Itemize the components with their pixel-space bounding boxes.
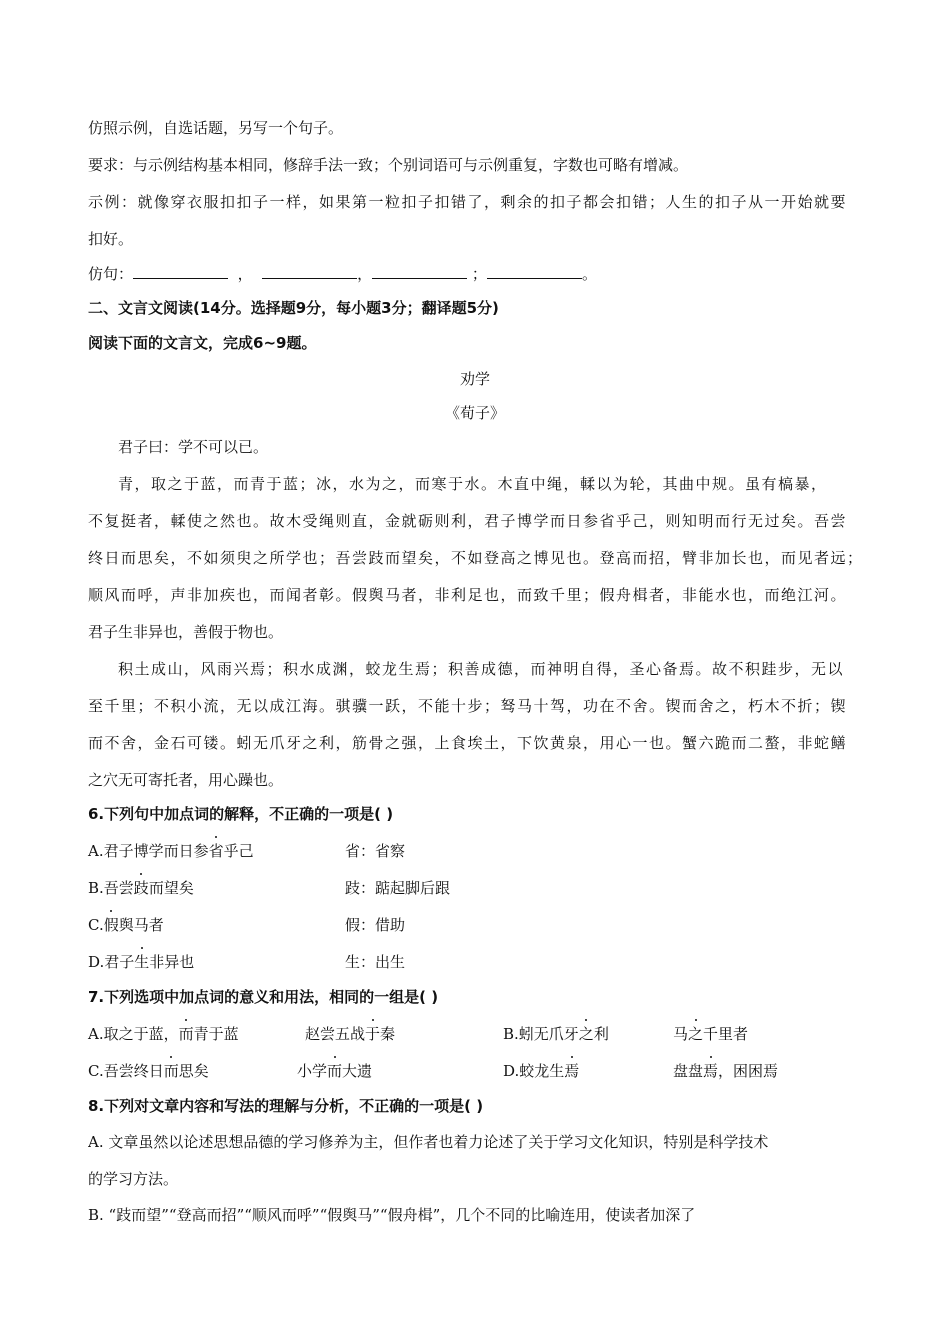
question-7-stem: 7.下列选项中加点词的意义和用法，相同的一组是( ) xyxy=(88,988,439,1006)
answer-blank-3[interactable] xyxy=(372,264,467,279)
passage-line: 而不舍，金石可镂。蚓无爪牙之利，筋骨之强，上食埃土，下饮黄泉，用心一也。蟹六跪而二螯，非蛇鳝 xyxy=(88,734,848,752)
passage-line: 积土成山，风雨兴焉；积水成渊，蛟龙生焉；积善成德，而神明自得，圣心备焉。故不积跬步，无以 xyxy=(118,660,845,678)
q7-option-b[interactable] xyxy=(503,1024,609,1044)
option-text: B.蚓无爪牙 xyxy=(503,1025,579,1043)
option-text: 利 xyxy=(593,1025,609,1043)
dotted-word: 焉 xyxy=(703,1062,719,1080)
q7-option-c[interactable] xyxy=(88,1061,209,1081)
q6-option-a-gloss: 省：省察 xyxy=(345,842,406,860)
option-text: ，困困焉 xyxy=(718,1062,779,1080)
option-text: 盘盘 xyxy=(673,1062,704,1080)
fill-separator: ； xyxy=(471,265,487,283)
q7-option-a-compare xyxy=(305,1024,395,1044)
passage-line: 终日而思矣，不如须臾之所学也；吾尝跂而望矣，不如登高之博见也。登高而招，臂非加长也，而见者远； xyxy=(88,549,864,567)
q6-option-d[interactable] xyxy=(88,952,194,972)
q6-option-d-gloss: 生：出生 xyxy=(345,953,406,971)
section-heading: 二、文言文阅读(14分。选择题9分，每小题3分；翻译题5分) xyxy=(88,299,499,317)
dotted-word: 而 xyxy=(178,1025,194,1043)
dotted-word: 生 xyxy=(134,953,150,971)
option-text: 大遗 xyxy=(342,1062,373,1080)
q6-option-b-gloss: 跂：踮起脚后跟 xyxy=(345,879,451,897)
dotted-word: 省 xyxy=(208,842,224,860)
option-text: C.吾尝终日 xyxy=(88,1062,164,1080)
option-text: 赵尝五战 xyxy=(305,1025,366,1043)
q7-option-b-compare xyxy=(673,1024,748,1044)
section-instruction: 阅读下面的文言文，完成6~9题。 xyxy=(88,334,317,352)
q8-option-a[interactable]: A. 文章虽然以论述思想品德的学习修养为主，但作者也着力论述了关于学习文化知识，特别是科学技术 xyxy=(88,1133,769,1151)
option-text: 千里者 xyxy=(703,1025,749,1043)
answer-blank-1[interactable] xyxy=(133,264,228,279)
question-8-stem: 8.下列对文章内容和写法的理解与分析，不正确的一项是( ) xyxy=(88,1097,484,1115)
dotted-word: 之 xyxy=(688,1025,704,1043)
option-text: B.吾尝 xyxy=(88,879,134,897)
dotted-word: 之 xyxy=(578,1025,594,1043)
passage-line: 顺风而呼，声非加疾也，而闻者彰。假舆马者，非利足也，而致千里；假舟楫者，非能水也，而绝江河。 xyxy=(88,586,848,604)
option-text: 思矣 xyxy=(178,1062,209,1080)
example-line-cont: 扣好。 xyxy=(88,230,134,248)
fill-end: 。 xyxy=(581,265,597,283)
prompt-line: 仿照示例，自选话题，另写一个句子。 xyxy=(88,119,344,137)
passage-line: 君子生非异也，善假于物也。 xyxy=(88,623,284,641)
dotted-word: 而 xyxy=(327,1062,343,1080)
q6-option-a[interactable] xyxy=(88,841,254,861)
passage-author: 《荀子》 xyxy=(444,404,505,422)
option-text: 非异也 xyxy=(149,953,195,971)
answer-blank-4[interactable] xyxy=(487,264,582,279)
dotted-word: 跂 xyxy=(133,879,149,897)
q7-option-d[interactable] xyxy=(503,1061,579,1081)
passage-line: 青，取之于蓝，而青于蓝；冰，水为之，而寒于水。木直中绳，輮以为轮，其曲中规。虽有槁暴， xyxy=(118,475,828,493)
dotted-word: 于 xyxy=(365,1025,381,1043)
passage-line: 至千里；不积小流，无以成江海。骐骥一跃，不能十步；驽马十驾，功在不舍。锲而舍之，朽木不折；锲 xyxy=(88,697,848,715)
option-text: C. xyxy=(88,916,104,934)
q6-option-b[interactable] xyxy=(88,878,194,898)
option-text: 而望矣 xyxy=(148,879,194,897)
dotted-word: 焉 xyxy=(564,1062,580,1080)
q8-option-a-cont: 的学习方法。 xyxy=(88,1170,179,1188)
option-text: D.君子 xyxy=(88,953,135,971)
passage-line: 之穴无可寄托者，用心躁也。 xyxy=(88,771,284,789)
q7-option-a[interactable] xyxy=(88,1024,239,1044)
passage-line: 不复挺者，輮使之然也。故木受绳则直，金就砺则利，君子博学而日参省乎己，则知明而行无过矣。吾尝 xyxy=(88,512,848,530)
question-6-stem: 6.下列句中加点词的解释，不正确的一项是( ) xyxy=(88,805,394,823)
option-text: 秦 xyxy=(380,1025,396,1043)
fill-separator: ， xyxy=(357,265,373,283)
option-text: 舆马者 xyxy=(118,916,164,934)
dotted-word: 而 xyxy=(163,1062,179,1080)
option-text: 马 xyxy=(673,1025,689,1043)
q6-option-c[interactable] xyxy=(88,915,164,935)
fill-prefix: 仿句： xyxy=(88,265,134,283)
option-text: 乎己 xyxy=(223,842,254,860)
example-line: 示例：就像穿衣服扣扣子一样，如果第一粒扣子扣错了，剩余的扣子都会扣错；人生的扣子从一开始就要 xyxy=(88,193,848,211)
option-text: D.蛟龙生 xyxy=(503,1062,565,1080)
requirement-line: 要求：与示例结构基本相同，修辞手法一致；个别词语可与示例重复，字数也可略有增减。 xyxy=(88,156,689,174)
imitation-fill-line xyxy=(88,264,878,284)
dotted-word: 假 xyxy=(103,916,119,934)
fill-separator: ， xyxy=(237,265,253,283)
passage-title: 劝学 xyxy=(459,370,490,388)
q7-option-d-compare xyxy=(673,1061,778,1081)
option-text: 青于蓝 xyxy=(193,1025,239,1043)
option-text: 小学 xyxy=(297,1062,328,1080)
q7-option-c-compare xyxy=(297,1061,372,1081)
q6-option-c-gloss: 假：借助 xyxy=(345,916,406,934)
passage-line: 君子曰：学不可以已。 xyxy=(118,438,269,456)
option-text: A.君子博学而日参 xyxy=(88,842,209,860)
q8-option-b[interactable]: B. “跂而望”“登高而招”“顺风而呼”“假舆马”“假舟楫”，几个不同的比喻连用，使读者加深了 xyxy=(88,1206,696,1224)
option-text: A.取之于蓝， xyxy=(88,1025,179,1043)
answer-blank-2[interactable] xyxy=(262,264,357,279)
